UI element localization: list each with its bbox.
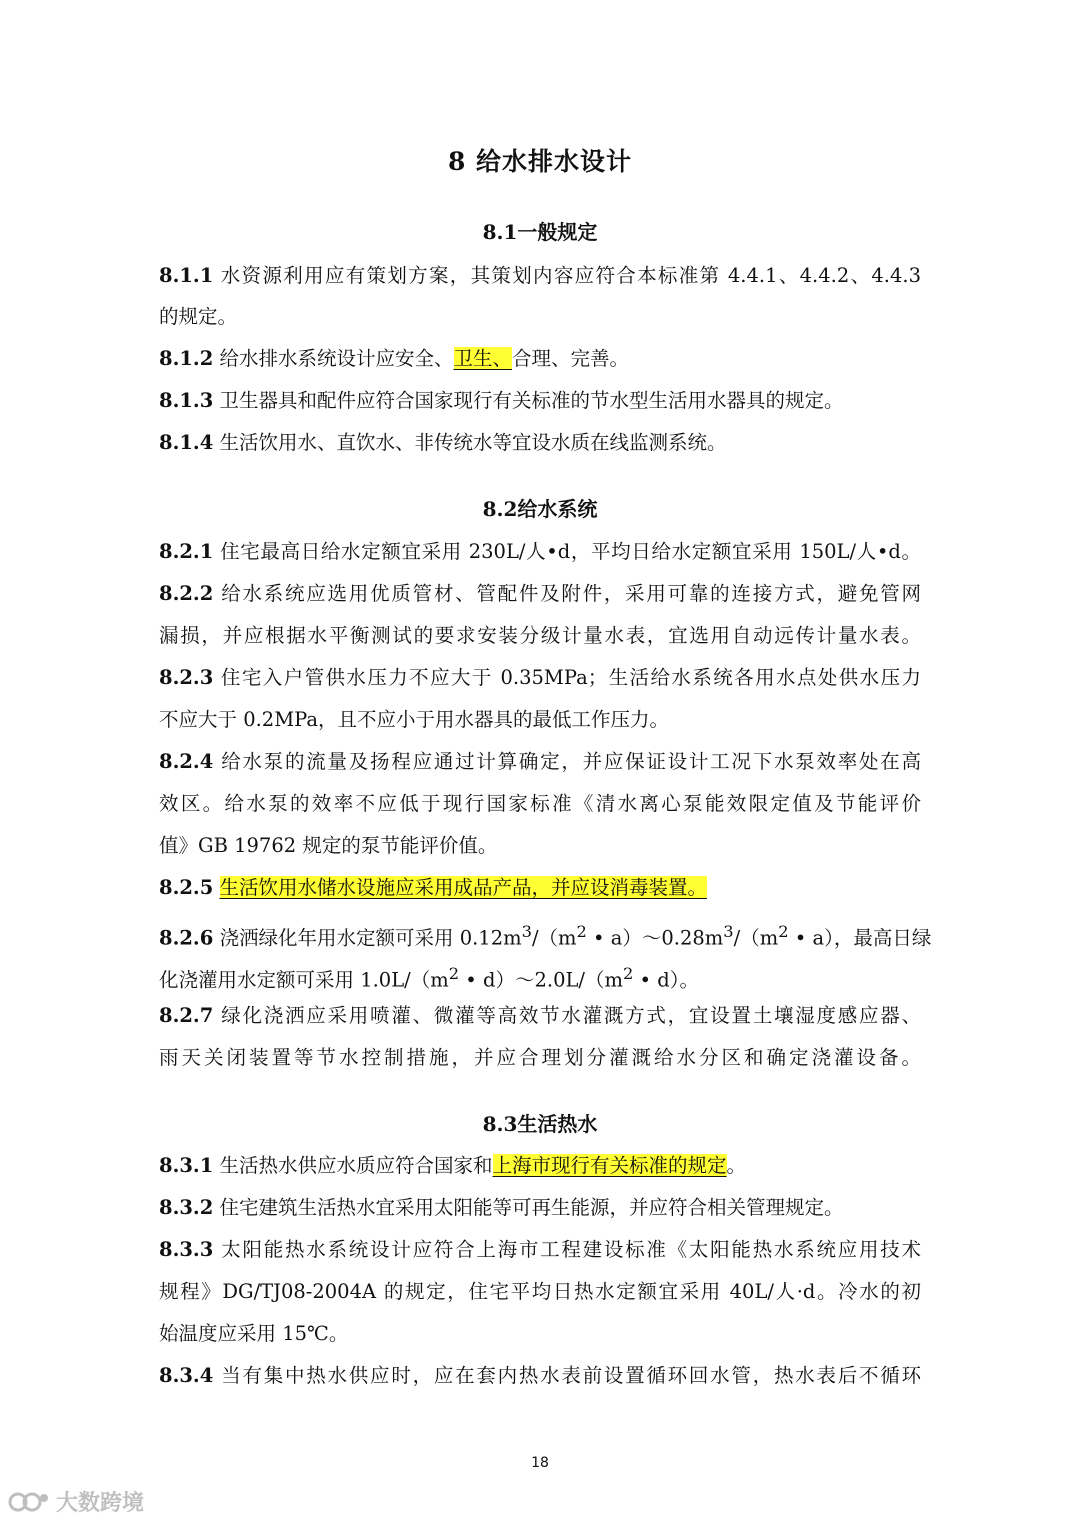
- watermark: [8, 1486, 144, 1517]
- clause-8-2-3-line-1: [159, 662, 921, 694]
- clause-text: 给水系统应选用优质管材、管配件及附件，采用可靠的连接方式，避免管网: [213, 582, 921, 605]
- clause-8-1-1-line-2: 的规定。: [159, 305, 238, 328]
- clause-text: 太阳能热水系统设计应符合上海市工程建设标准《太阳能热水系统应用技术: [213, 1238, 921, 1261]
- clause-text: 住宅最高日给水定额宜采用 230L/人•d，平均日给水定额宜采用 150L/人•d。: [213, 540, 921, 563]
- section-title-8-3: 8.3生活热水: [482, 1112, 598, 1136]
- clause-text: /（m: [531, 926, 577, 950]
- clause-text: • a），最高日绿: [788, 926, 932, 950]
- clause-number: 8.2.6: [159, 926, 214, 950]
- section-title-8-1: 8.1一般规定: [482, 220, 598, 244]
- clause-8-2-5: [159, 872, 921, 904]
- superscript: 2: [448, 964, 460, 983]
- clause-text: 住宅入户管供水压力不应大于 0.35MPa；生活给水系统各用水点处供水压力: [213, 666, 921, 689]
- highlighted-text: 生活饮用水储水设施应采用成品产品，并应设消毒装置。: [219, 876, 708, 899]
- clause-text: 水资源利用应有策划方案，其策划内容应符合本标准第 4.4.1、4.4.2、4.4.3: [213, 264, 921, 287]
- clause-8-2-4-line-3: 值》GB 19762 规定的泵节能评价值。: [159, 834, 498, 857]
- clause-number: 8.2.5: [159, 876, 214, 899]
- clause-8-3-3-line-1: [159, 1234, 921, 1266]
- clause-text: 绿化浇洒应采用喷灌、微灌等高效节水灌溉方式，宜设置土壤湿度感应器、: [213, 1004, 921, 1027]
- clause-text: 生活饮用水、直饮水、非传统水等宜设水质在线监测系统。: [213, 431, 727, 454]
- chapter-title: 8 给水排水设计: [447, 147, 633, 176]
- clause-8-2-6-line-1: [159, 916, 932, 955]
- superscript: 3: [521, 922, 532, 941]
- section-title-8-2: 8.2给水系统: [482, 497, 598, 521]
- clause-8-3-1: [159, 1150, 921, 1182]
- clause-number: 8.1.1: [159, 264, 214, 287]
- clause-8-2-6-line-2: [159, 958, 921, 997]
- clause-text: 住宅建筑生活热水宜采用太阳能等可再生能源，并应符合相关管理规定。: [213, 1196, 844, 1219]
- clause-number: 8.3.4: [159, 1364, 214, 1387]
- clause-8-2-4-line-2: 效区。给水泵的效率不应低于现行国家标准《清水离心泵能效限定值及节能评价: [159, 792, 921, 815]
- clause-8-3-4-line-1: [159, 1360, 921, 1392]
- clause-number: 8.3.2: [159, 1196, 214, 1219]
- clause-8-3-3-line-3: 始温度应采用 15℃。: [159, 1322, 349, 1345]
- clause-number: 8.1.2: [159, 347, 214, 370]
- clause-text: 合理、完善。: [512, 347, 630, 370]
- clause-number: 8.3.1: [159, 1154, 214, 1177]
- clause-text: • a）～0.28m: [586, 926, 724, 950]
- clause-8-2-7-line-1: [159, 1000, 921, 1032]
- clause-8-1-3: [159, 385, 921, 417]
- clause-8-1-1-line-1: [159, 260, 921, 292]
- superscript: 2: [576, 922, 587, 941]
- clause-8-2-7-line-2: 雨天关闭装置等节水控制措施，并应合理划分灌溉给水分区和确定浇灌设备。: [159, 1046, 921, 1069]
- clause-8-2-2-line-2: 漏损，并应根据水平衡测试的要求安装分级计量水表，宜选用自动远传计量水表。: [159, 624, 921, 647]
- clause-text: /（m: [733, 926, 779, 950]
- clause-8-1-2: [159, 343, 921, 375]
- clause-8-2-1: [159, 536, 921, 568]
- highlighted-text: 卫生、: [453, 347, 513, 370]
- clause-8-1-4: [159, 427, 921, 459]
- clause-8-3-2: [159, 1192, 921, 1224]
- highlighted-text: 上海市现行有关标准的规定: [492, 1154, 727, 1177]
- superscript: 3: [723, 922, 734, 941]
- clause-number: 8.3.3: [159, 1238, 214, 1261]
- logo-icon: [8, 1488, 50, 1516]
- superscript: 2: [778, 922, 789, 941]
- superscript: 2: [622, 964, 634, 983]
- clause-8-2-4-line-1: [159, 746, 921, 778]
- clause-text: 给水泵的流量及扬程应通过计算确定，并应保证设计工况下水泵效率处在高: [213, 750, 921, 773]
- watermark-text: 大数跨境: [56, 1491, 145, 1516]
- clause-number: 8.2.3: [159, 666, 214, 689]
- clause-8-2-3-line-2: 不应大于 0.2MPa，且不应小于用水器具的最低工作压力。: [159, 708, 670, 731]
- clause-number: 8.2.2: [159, 582, 214, 605]
- clause-8-2-2-line-1: [159, 578, 921, 610]
- clause-text: 给水排水系统设计应安全、: [213, 347, 454, 370]
- clause-number: 8.1.3: [159, 389, 214, 412]
- clause-text: 浇洒绿化年用水定额可采用 0.12m: [213, 926, 522, 950]
- clause-8-3-3-line-2: 规程》DG/TJ08-2004A 的规定，住宅平均日热水定额宜采用 40L/人·d。冷水的初: [159, 1280, 921, 1303]
- clause-text: 当有集中热水供应时，应在套内热水表前设置循环回水管，热水表后不循环: [213, 1364, 921, 1387]
- page-number: 18: [531, 1455, 549, 1471]
- clause-text: • d）～2.0L/（m: [459, 968, 623, 992]
- clause-text: 化浇灌用水定额可采用 1.0L/（m: [159, 968, 449, 992]
- clause-number: 8.2.7: [159, 1004, 214, 1027]
- clause-number: 8.2.4: [159, 750, 214, 773]
- clause-text: 。: [726, 1154, 747, 1177]
- clause-text: • d）。: [633, 968, 699, 992]
- clause-number: 8.2.1: [159, 540, 214, 563]
- clause-number: 8.1.4: [159, 431, 214, 454]
- clause-text: 卫生器具和配件应符合国家现行有关标准的节水型生活用水器具的规定。: [213, 389, 844, 412]
- clause-text: 生活热水供应水质应符合国家和: [213, 1154, 493, 1177]
